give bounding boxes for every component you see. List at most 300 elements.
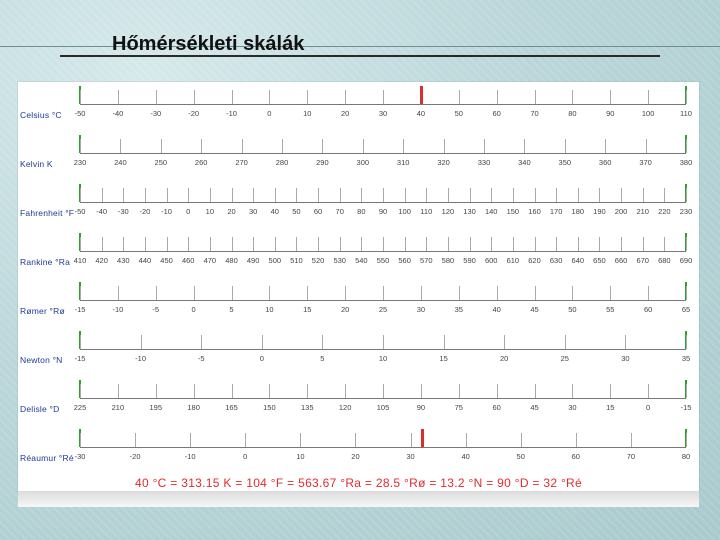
scale-tick [648,384,649,398]
scale-tick-label: 25 [378,305,388,314]
scale-tick [686,384,687,398]
scale-tick-label: 210 [111,403,125,412]
scale-tick [345,286,346,300]
scale-tick-label: 30 [248,207,258,216]
scale-tick-label: 440 [138,256,152,265]
scale-tick-label: 20 [351,452,360,461]
scale-tick-label: 420 [95,256,108,265]
scale-tick [210,237,211,251]
scale-tick [102,237,103,251]
scale-tick [269,286,270,300]
scale-tick [80,237,81,251]
scale-tick-label: 610 [506,256,520,265]
scale-tick [210,188,211,202]
scale-tick [686,286,687,300]
scale-tick [318,188,319,202]
scale-tick [686,188,687,202]
scale-tick-label: 330 [477,158,491,167]
scale-tick-label: 160 [528,207,541,216]
scale-tick [80,433,81,447]
scale-tick [253,188,254,202]
scale-tick [80,384,81,398]
current-temperature-marker [421,429,424,447]
scale-tick [383,384,384,398]
scale-tick [156,384,157,398]
scale-tick [242,139,243,153]
scale-tick [631,433,632,447]
scale-tick [190,433,191,447]
scale-tick [340,237,341,251]
scale-tick-label: 5 [320,354,325,363]
scale-tick-label: 500 [268,256,282,265]
scale-tick [513,237,514,251]
scale-tick [491,237,492,251]
scale-tick [135,433,136,447]
scale-tick [459,286,460,300]
scale-tick [504,335,505,349]
scale-tick [161,139,162,153]
scale-tick [535,188,536,202]
scale-tick [145,188,146,202]
scale-tick-label: -30 [117,207,129,216]
scale-tick [421,286,422,300]
scale-label: Delisle °D [20,404,60,414]
scale-tick [572,286,573,300]
scale-tick [576,433,577,447]
scale-tick [664,237,665,251]
scale-tick [572,90,573,104]
scale-tick-label: 530 [333,256,346,265]
scale-tick [521,433,522,447]
scale-tick-label: 600 [484,256,498,265]
scale-tick [621,237,622,251]
scale-tick [599,188,600,202]
scale-tick-label: 370 [639,158,652,167]
scale-tick-label: 80 [357,207,366,216]
scale-tick [686,90,687,104]
scale-tick [345,90,346,104]
scale-tick [470,188,471,202]
scale-tick [145,237,146,251]
scale-tick-label: -20 [188,109,200,118]
scale-label: Fahrenheit °F [20,208,75,218]
scale-tick [318,237,319,251]
scale-tick [253,237,254,251]
scale-tick-label: 10 [265,305,274,314]
scale-tick [403,139,404,153]
scale-tick-label: 225 [73,403,87,412]
scale-tick-label: 260 [194,158,208,167]
scale-tick [232,237,233,251]
scale-tick-label: 10 [303,109,312,118]
scale-tick-label: 70 [335,207,344,216]
scale-tick-label: 135 [300,403,314,412]
title-bar [0,0,720,82]
scale-tick [535,90,536,104]
scale-tick [565,139,566,153]
scale-tick-label: 20 [500,354,509,363]
scale-tick [118,384,119,398]
scale-tick-label: 0 [243,452,248,461]
scale-tick [300,433,301,447]
scale-tick-label: 670 [636,256,649,265]
scale-tick-label: -20 [129,452,141,461]
scale-tick-label: 220 [658,207,671,216]
scale-tick-label: 110 [680,109,692,118]
scale-tick [513,188,514,202]
scale-tick-label: 50 [516,452,525,461]
scale-tick-label: 0 [267,109,272,118]
scale-tick-label: 520 [311,256,325,265]
scale-tick-label: 360 [598,158,612,167]
scale-tick [120,139,121,153]
scale-tick-label: 40 [270,207,279,216]
scale-tick-label: 470 [203,256,217,265]
scale-tick [686,139,687,153]
scale-tick [123,237,124,251]
scale-tick [497,384,498,398]
scale-tick-label: 620 [528,256,541,265]
scale-tick [535,286,536,300]
scale-tick [491,188,492,202]
scale-tick-label: 15 [303,305,312,314]
scale-tick-label: 50 [454,109,463,118]
scale-tick [282,139,283,153]
scale-tick-label: 230 [73,158,87,167]
scale-tick-label: 210 [636,207,649,216]
scale-tick [610,286,611,300]
scale-tick [448,188,449,202]
scale-tick [383,335,384,349]
scale-label: Kelvin K [20,159,53,169]
scale-tick [188,188,189,202]
scale-tick [646,139,647,153]
scale-tick [578,188,579,202]
scale-tick [421,384,422,398]
scale-tick [322,335,323,349]
scale-tick-label: 80 [568,109,577,118]
scale-tick-label: 410 [73,256,87,265]
scale-tick [497,286,498,300]
scale-label: Newton °N [20,355,63,365]
scale-tick-label: 190 [593,207,606,216]
scale-tick [572,384,573,398]
scale-tick-label: 40 [461,452,470,461]
scale-tick-label: 180 [571,207,585,216]
scale-tick-label: -10 [184,452,196,461]
scale-tick [405,237,406,251]
scale-tick-label: -15 [680,403,692,412]
scale-tick-label: 590 [463,256,476,265]
scale-tick-label: 0 [646,403,651,412]
scale-tick [232,384,233,398]
scale-axis [80,300,686,301]
scale-tick [383,90,384,104]
scale-tick-label: 560 [398,256,411,265]
scale-tick-label: -40 [96,207,108,216]
scale-tick-label: 660 [614,256,628,265]
scale-tick [535,384,536,398]
scale-tick-label: -5 [197,354,205,363]
scale-tick [524,139,525,153]
scale-tick [686,335,687,349]
scale-tick-label: -50 [74,109,86,118]
scale-tick [383,237,384,251]
scale-tick [643,237,644,251]
scale-tick [275,237,276,251]
scale-tick [556,188,557,202]
scale-axis [80,251,686,252]
scale-axis [80,153,686,154]
scale-tick [307,286,308,300]
scale-tick-label: 510 [290,256,303,265]
scale-tick [610,90,611,104]
scale-tick [156,90,157,104]
scale-tick-label: 45 [530,403,539,412]
scale-tick-label: 55 [606,305,615,314]
scale-tick-label: 65 [681,305,691,314]
scale-tick [296,237,297,251]
scale-tick [361,188,362,202]
scale-tick-label: 180 [187,403,200,412]
scale-axis [80,398,686,399]
scale-tick-label: 430 [117,256,130,265]
scale-tick-label: 10 [296,452,305,461]
scale-tick-label: 70 [626,452,636,461]
scale-tick [625,335,626,349]
scale-tick-label: -30 [74,452,86,461]
scale-label: Rankine °Ra [20,257,71,267]
scale-tick-label: 460 [181,256,195,265]
scale-tick-label: 60 [492,403,501,412]
scale-tick-label: -20 [139,207,151,216]
scale-tick [156,286,157,300]
scale-tick [118,90,119,104]
scale-tick [686,433,687,447]
title-divider [0,46,720,47]
scale-tick [459,384,460,398]
scale-tick [565,335,566,349]
scale-tick-label: 60 [313,207,323,216]
scale-tick-label: 60 [571,452,580,461]
scale-tick [605,139,606,153]
scale-tick-label: 20 [340,109,350,118]
scale-tick-label: 320 [437,158,450,167]
scale-tick-label: 50 [292,207,301,216]
scale-tick-label: 30 [568,403,577,412]
scale-tick [80,90,81,104]
scale-tick-label: -10 [112,305,124,314]
scale-tick-label: 140 [484,207,498,216]
scale-tick-label: 5 [229,305,234,314]
scale-tick-label: 450 [160,256,173,265]
scale-axis [80,104,686,105]
scale-tick [232,286,233,300]
scale-tick-label: 90 [416,403,426,412]
scale-tick [340,188,341,202]
scale-tick [459,90,460,104]
scale-tick [363,139,364,153]
scale-tick-label: -30 [150,109,162,118]
scale-tick-label: 70 [530,109,539,118]
scale-tick-label: 270 [235,158,248,167]
scale-tick-label: 0 [259,354,264,363]
scale-tick-label: -15 [74,305,86,314]
scale-tick-label: 80 [681,452,691,461]
scale-tick [383,286,384,300]
scale-tick-label: -40 [112,109,124,118]
scale-tick-label: 240 [114,158,127,167]
scale-tick-label: 640 [571,256,585,265]
scale-tick-label: -50 [74,207,86,216]
scale-tick-label: 650 [593,256,606,265]
scale-tick [80,335,81,349]
panel-bottom-edge [18,491,699,507]
scale-tick-label: 110 [420,207,433,216]
scale-axis [80,202,686,203]
scale-tick-label: 630 [549,256,563,265]
scale-tick [80,188,81,202]
scale-tick [470,237,471,251]
scale-tick-label: 200 [614,207,628,216]
scale-tick [648,90,649,104]
scale-tick-label: 350 [558,158,572,167]
scale-tick [307,384,308,398]
scale-tick-label: 20 [227,207,236,216]
scale-tick-label: 105 [376,403,390,412]
scale-tick-label: 60 [492,109,501,118]
scale-tick [201,139,202,153]
scale-tick-label: 490 [246,256,260,265]
scale-tick [383,188,384,202]
scale-tick [578,237,579,251]
scale-tick [194,286,195,300]
scale-tick-label: 30 [416,305,426,314]
scale-tick [245,433,246,447]
scale-tick [307,90,308,104]
scale-tick-label: 195 [149,403,163,412]
scale-tick [484,139,485,153]
scale-tick-label: 30 [406,452,415,461]
scale-tick-label: 50 [568,305,577,314]
scale-tick [188,237,189,251]
scale-tick-label: 15 [606,403,615,412]
equivalence-line: 40 °C = 313.15 K = 104 °F = 563.67 °Ra = 28.5 °Rø = 13.2 °N = 90 °D = 32 °Ré [135,476,582,490]
scale-tick-label: 580 [441,256,455,265]
scale-tick-label: 120 [441,207,455,216]
scale-tick [345,384,346,398]
scale-label: Celsius °C [20,110,62,120]
scale-tick-label: 165 [225,403,238,412]
scale-tick-label: 40 [416,109,426,118]
scale-tick [426,188,427,202]
scale-tick-label: 340 [518,158,531,167]
scale-tick [167,237,168,251]
scale-axis [80,447,686,448]
scale-tick [610,384,611,398]
scale-tick [444,335,445,349]
scale-tick-label: -10 [161,207,172,216]
scale-tick-label: 120 [338,403,352,412]
scale-tick-label: 230 [679,207,693,216]
scale-tick [118,286,119,300]
scale-tick-label: 20 [340,305,350,314]
scale-tick-label: 40 [492,305,501,314]
scale-tick [232,188,233,202]
scale-tick-label: 130 [463,207,476,216]
scale-tick-label: 100 [398,207,411,216]
scale-tick-label: 60 [643,305,653,314]
scale-tick-label: 150 [506,207,520,216]
scale-axis [80,349,686,350]
scale-tick-label: 90 [378,207,388,216]
current-temperature-marker [420,86,423,104]
scale-tick-label: 35 [454,305,463,314]
scale-tick [167,188,168,202]
scale-tick [201,335,202,349]
scale-tick-label: -5 [152,305,160,314]
scale-tick-label: 15 [439,354,448,363]
scale-tick-label: 380 [679,158,693,167]
scale-tick [80,286,81,300]
scale-tick [262,335,263,349]
scale-tick [355,433,356,447]
scale-tick [269,90,270,104]
scale-tick [448,237,449,251]
scale-tick [599,237,600,251]
scale-tick-label: 310 [396,158,410,167]
scale-tick-label: 550 [376,256,390,265]
scale-tick [141,335,142,349]
scale-tick-label: 30 [621,354,630,363]
scale-tick-label: 300 [356,158,370,167]
scale-tick [556,237,557,251]
scale-tick [621,188,622,202]
scale-tick-label: 0 [186,207,191,216]
scale-tick [194,384,195,398]
scale-tick-label: 10 [378,354,388,363]
scale-tick-label: 45 [530,305,539,314]
scale-label: Réaumur °Ré [20,453,74,463]
scale-tick [80,139,81,153]
scale-tick [322,139,323,153]
scale-label: Rømer °Rø [20,306,65,316]
page-title: Hőmérsékleti skálák [112,33,305,55]
scale-tick-label: 100 [641,109,655,118]
scale-tick-label: 570 [420,256,433,265]
scale-tick-label: 35 [681,354,691,363]
scale-tick-label: 0 [191,305,196,314]
scale-tick-label: 280 [275,158,289,167]
scale-tick-label: 10 [205,207,215,216]
scale-tick [664,188,665,202]
scale-tick [535,237,536,251]
scale-tick-label: 90 [606,109,615,118]
scale-tick-label: 690 [679,256,693,265]
scale-tick [123,188,124,202]
scale-tick-label: 250 [154,158,168,167]
scale-tick [426,237,427,251]
scale-tick-label: -10 [135,354,147,363]
scale-tick-label: 170 [549,207,563,216]
scale-tick-label: 540 [355,256,368,265]
scale-tick [275,188,276,202]
scale-tick [296,188,297,202]
scale-tick [232,90,233,104]
scale-tick [648,286,649,300]
scale-tick [361,237,362,251]
scale-tick [497,90,498,104]
